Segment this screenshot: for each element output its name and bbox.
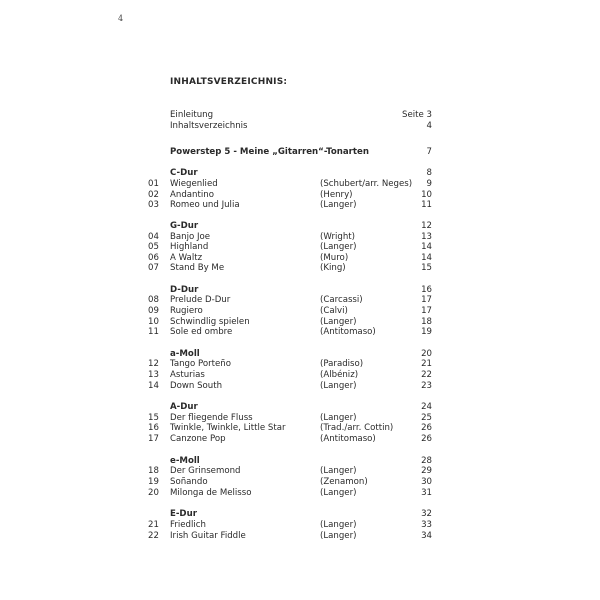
entry-composer: (Langer) [320, 381, 357, 391]
toc-entry-inhaltsverzeichnis [0, 120, 600, 132]
entry-title: Andantino [170, 190, 214, 200]
entry-page: 13 [421, 232, 432, 242]
section-key: D-Dur [170, 285, 199, 295]
entry-composer: (Henry) [320, 190, 353, 200]
entry-number: 04 [148, 232, 159, 242]
entry-composer: (Antitomaso) [320, 327, 376, 337]
entry-page: 33 [421, 520, 432, 530]
section-key: a-Moll [170, 349, 200, 359]
entry-title: Wiegenlied [170, 179, 218, 189]
entry-page: 29 [421, 466, 432, 476]
entry-composer: (Paradiso) [320, 359, 364, 369]
entry-title: Milonga de Melisso [170, 488, 252, 498]
section-key: E-Dur [170, 509, 197, 519]
entry-number: 20 [148, 488, 159, 498]
entry-number: 18 [148, 466, 159, 476]
entry-page: 14 [421, 242, 432, 252]
section-page: 8 [426, 168, 432, 178]
entry-page: 30 [421, 477, 432, 487]
entry-page: 26 [421, 434, 432, 444]
toc-entry [0, 380, 600, 392]
entry-page: 25 [421, 413, 432, 423]
entry-number: 14 [148, 381, 159, 391]
toc-powerstep [0, 146, 600, 158]
entry-title: Canzone Pop [170, 434, 226, 444]
entry-composer: (Albéniz) [320, 370, 359, 380]
entry-title: Asturias [170, 370, 205, 380]
entry-number: 06 [148, 253, 159, 263]
entry-title: Stand By Me [170, 263, 225, 273]
entry-composer: (Langer) [320, 317, 357, 327]
entry-page: 23 [421, 381, 432, 391]
entry-composer: (Zenamon) [320, 477, 368, 487]
toc-entry [0, 433, 600, 445]
entry-title: Inhaltsverzeichnis [170, 121, 248, 131]
entry-page: 26 [421, 423, 432, 433]
entry-title: Der fliegende Fluss [170, 413, 253, 423]
entry-composer: (Antitomaso) [320, 434, 376, 444]
toc-entry [0, 326, 600, 338]
section-page: 12 [421, 221, 432, 231]
entry-composer: (Calvi) [320, 306, 348, 316]
section-key: A-Dur [170, 402, 198, 412]
entry-composer: (Langer) [320, 242, 357, 252]
entry-title: Prelude D-Dur [170, 295, 231, 305]
entry-number: 05 [148, 242, 159, 252]
entry-title: Tango Porteño [170, 359, 232, 369]
entry-title: Romeo und Julia [170, 200, 240, 210]
section-key: C-Dur [170, 168, 198, 178]
section-page: 32 [421, 509, 432, 519]
entry-title: Down South [170, 381, 223, 391]
entry-number: 22 [148, 531, 159, 541]
entry-page: 10 [421, 190, 432, 200]
entry-title: Einleitung [170, 110, 214, 120]
entry-title: Der Grinsemond [170, 466, 241, 476]
entry-composer: (Trad./arr. Cottin) [320, 423, 394, 433]
powerstep-page: 7 [426, 147, 432, 157]
entry-number: 07 [148, 263, 159, 273]
entry-page: 18 [421, 317, 432, 327]
toc-entry [0, 487, 600, 499]
section-key: e-Moll [170, 456, 200, 466]
entry-title: Twinkle, Twinkle, Little Star [170, 423, 286, 433]
entry-page: Seite 3 [402, 110, 432, 120]
entry-title: Sole ed ombre [170, 327, 233, 337]
entry-composer: (Langer) [320, 531, 357, 541]
entry-page: 21 [421, 359, 432, 369]
entry-composer: (Schubert/arr. Neges) [320, 179, 413, 189]
entry-page: 15 [421, 263, 432, 273]
entry-title: A Waltz [170, 253, 203, 263]
entry-title: Irish Guitar Fiddle [170, 531, 246, 541]
toc-entry [0, 262, 600, 274]
entry-page: 19 [421, 327, 432, 337]
entry-number: 17 [148, 434, 159, 444]
entry-page: 17 [421, 306, 432, 316]
entry-page: 11 [421, 200, 432, 210]
entry-composer: (King) [320, 263, 346, 273]
page-number: 4 [118, 14, 124, 23]
entry-title: Soñando [170, 477, 208, 487]
entry-composer: (Wright) [320, 232, 356, 242]
entry-composer: (Carcassi) [320, 295, 363, 305]
entry-number: 08 [148, 295, 159, 305]
entry-composer: (Langer) [320, 488, 357, 498]
entry-title: Friedlich [170, 520, 206, 530]
entry-composer: (Muro) [320, 253, 349, 263]
entry-number: 15 [148, 413, 159, 423]
toc-entry [0, 199, 600, 211]
entry-page: 17 [421, 295, 432, 305]
entry-title: Rugiero [170, 306, 203, 316]
toc-heading: INHALTSVERZEICHNIS: [170, 77, 288, 87]
entry-title: Highland [170, 242, 209, 252]
entry-composer: (Langer) [320, 413, 357, 423]
entry-number: 02 [148, 190, 159, 200]
section-page: 28 [421, 456, 432, 466]
entry-number: 19 [148, 477, 159, 487]
entry-number: 13 [148, 370, 159, 380]
entry-number: 16 [148, 423, 159, 433]
entry-page: 9 [426, 179, 432, 189]
powerstep-title: Powerstep 5 - Meine „Gitarren“-Tonarten [170, 147, 369, 157]
section-key: G-Dur [170, 221, 199, 231]
section-page: 24 [421, 402, 432, 412]
entry-title: Banjo Joe [170, 232, 211, 242]
entry-page: 14 [421, 253, 432, 263]
entry-number: 01 [148, 179, 159, 189]
entry-composer: (Langer) [320, 200, 357, 210]
entry-title: Schwindlig spielen [170, 317, 250, 327]
entry-number: 09 [148, 306, 159, 316]
entry-page: 34 [421, 531, 432, 541]
entry-page: 31 [421, 488, 432, 498]
entry-composer: (Langer) [320, 466, 357, 476]
entry-number: 21 [148, 520, 159, 530]
entry-page: 4 [426, 121, 432, 131]
entry-number: 12 [148, 359, 159, 369]
entry-number: 10 [148, 317, 159, 327]
section-page: 20 [421, 349, 432, 359]
toc-entry [0, 530, 600, 542]
entry-composer: (Langer) [320, 520, 357, 530]
entry-page: 22 [421, 370, 432, 380]
section-page: 16 [421, 285, 432, 295]
entry-number: 11 [148, 327, 159, 337]
entry-number: 03 [148, 200, 159, 210]
